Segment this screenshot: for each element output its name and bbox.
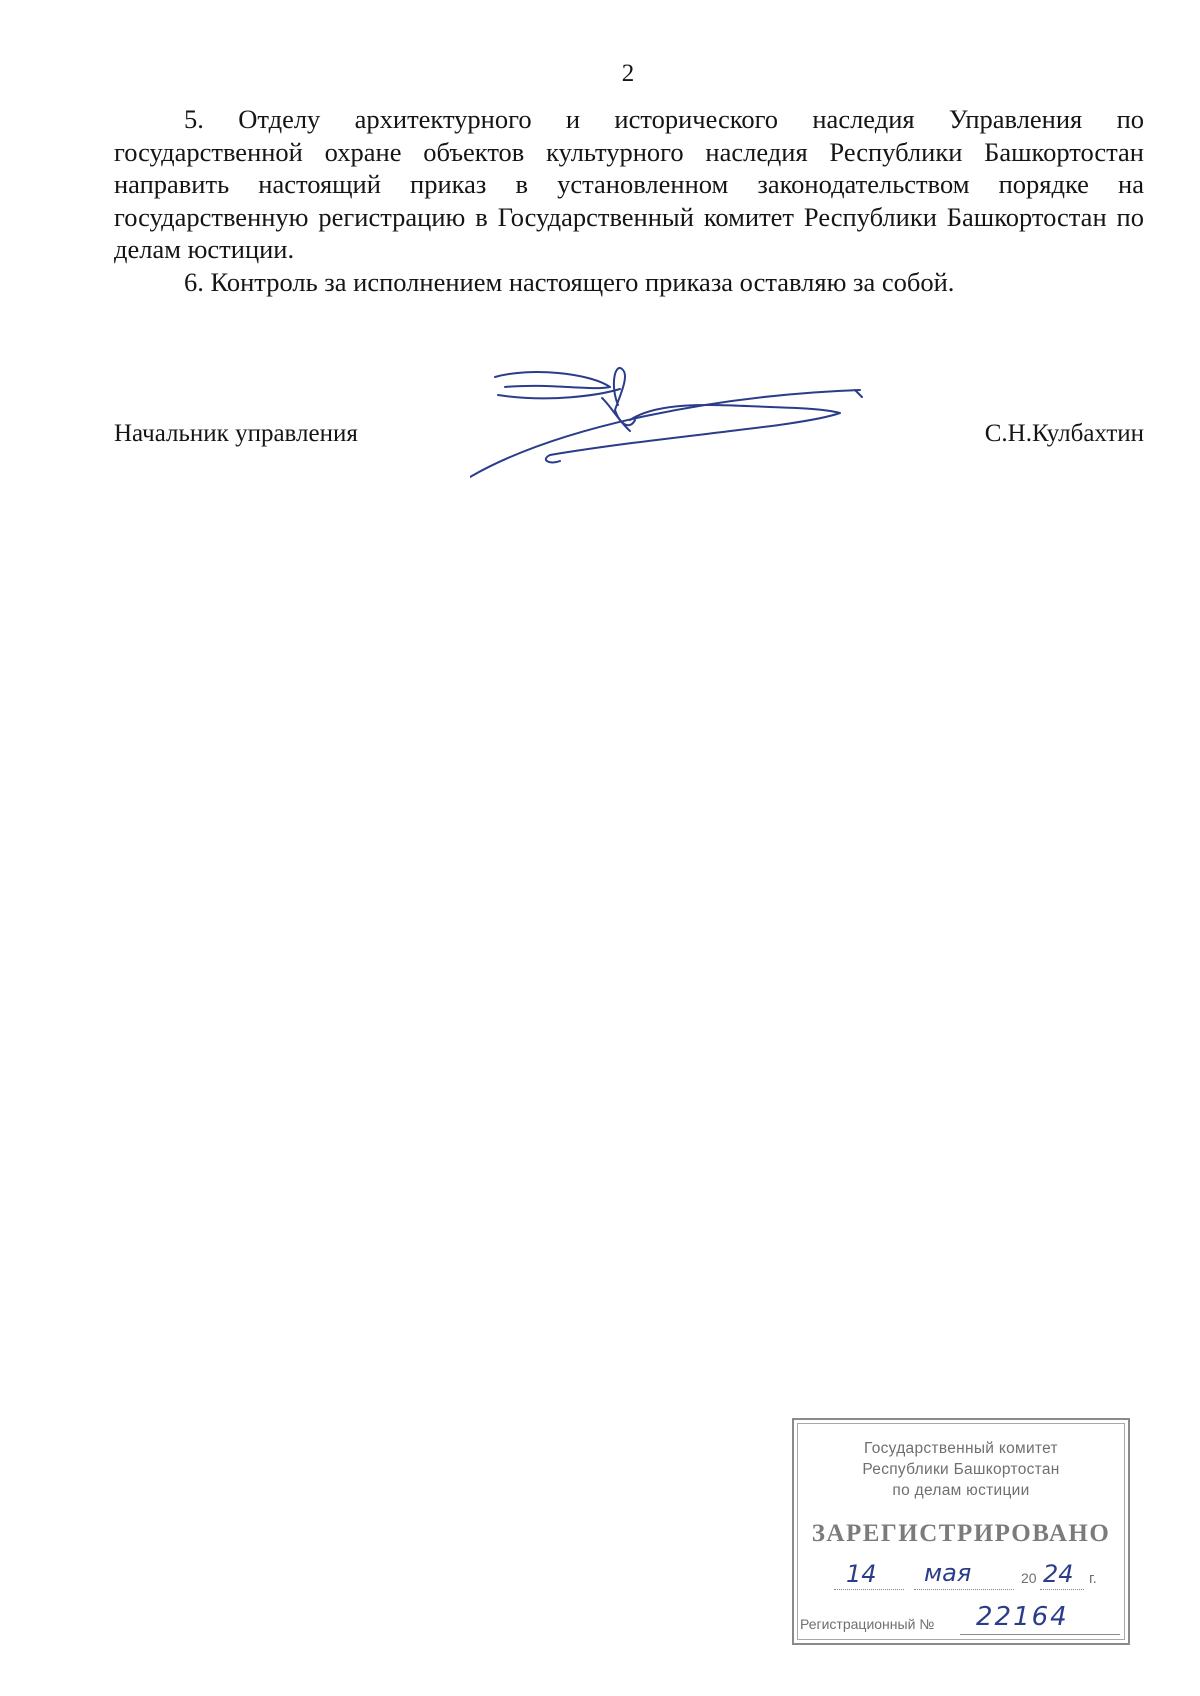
stamp-registered-label: ЗАРЕГИСТРИРОВАНО: [811, 1520, 1111, 1547]
date-suffix: г.: [1089, 1570, 1097, 1587]
date-year-line: [1040, 1589, 1084, 1590]
registration-number-value: 22164: [976, 1602, 1069, 1632]
date-year: 24: [1043, 1560, 1074, 1588]
stamp-org-line: Республики Башкортостан: [862, 1461, 1060, 1478]
registration-number-line: [960, 1634, 1120, 1635]
date-day: 14: [846, 1560, 877, 1588]
page-number: 2: [621, 60, 635, 87]
signatory-name: С.Н.Кулбахтин: [984, 420, 1144, 447]
stamp-date: [834, 1559, 1114, 1593]
document-body: [114, 103, 1144, 298]
date-year-prefix: 20: [1021, 1570, 1037, 1586]
handwritten-signature: [470, 365, 910, 490]
signatory-title: Начальник управления: [114, 420, 358, 447]
paragraph-5: 5. Отделу архитектурного и исторического наследия Управления по государственной охране объектов культурного наследия Республики Башкортостан направить настоящий приказ в установленном законодательством порядке на государственную регистрацию в Государственный комитет Республики Башкортостан по делам юстиции.: [114, 104, 1144, 264]
stamp-organization: [794, 1438, 1128, 1501]
stamp-org-line: Государственный комитет: [864, 1440, 1058, 1457]
date-month: мая: [924, 1559, 972, 1587]
stamp-registration-number: [800, 1604, 1120, 1634]
paragraph-6: 6. Контроль за исполнением настоящего приказа оставляю за собой.: [184, 266, 955, 297]
date-month-line: [914, 1589, 1014, 1590]
date-day-line: [834, 1589, 904, 1590]
registration-stamp: [792, 1418, 1130, 1645]
stamp-org-line: по делам юстиции: [892, 1482, 1030, 1499]
registration-number-label: Регистрационный №: [800, 1616, 935, 1632]
